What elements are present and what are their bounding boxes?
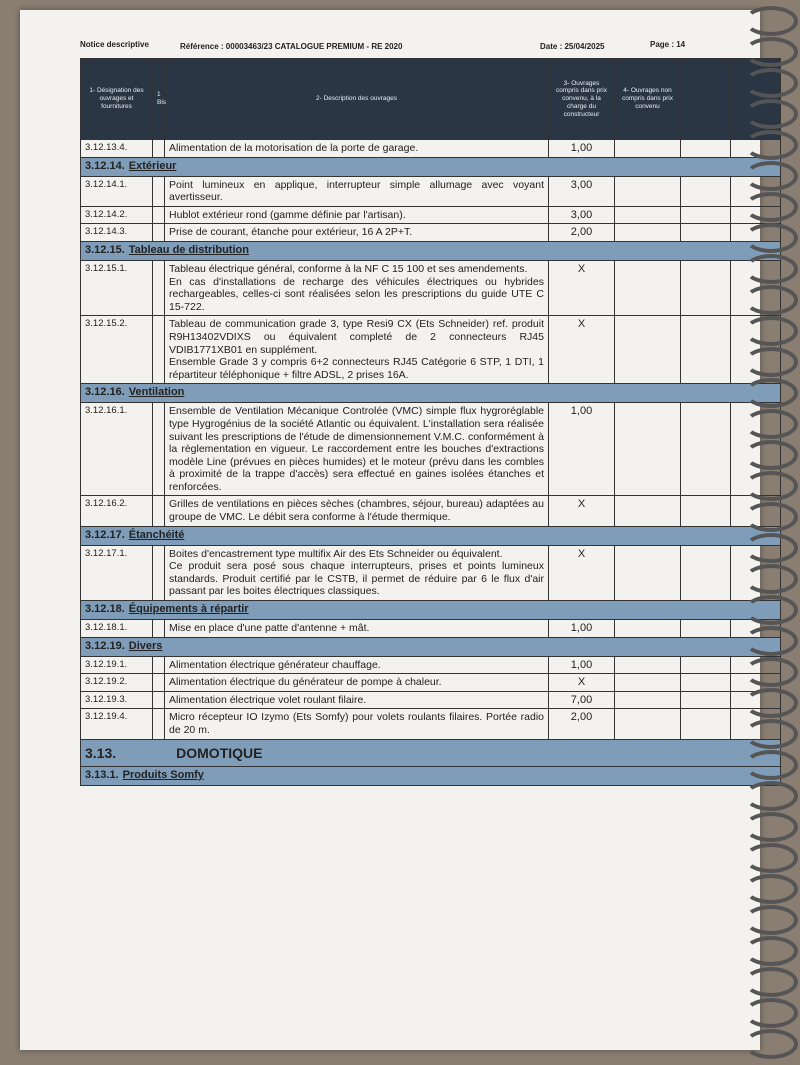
table-header [81,59,781,140]
row-quantity: X [549,316,615,384]
section-heading [81,384,781,403]
binding-ring [744,750,798,780]
section-row [81,157,781,176]
row-quantity: X [549,674,615,692]
binding-ring [744,192,798,222]
row-quantity: 1,00 [549,140,615,158]
table-row [81,224,781,242]
binding-ring [744,626,798,656]
table-row [81,545,781,600]
row-description: Mise en place d'une patte d'antenne + mât. [165,620,549,638]
row-extra-1 [681,545,731,600]
section-heading [81,157,781,176]
row-description: Tableau de communication grade 3, type Resi9 CX (Ets Schneider) ref. produit R9H13402VDIXS ou équivalent completé de 2 connecteurs RJ45 VDIB1771XB01 en supplément. Ensemble Grade 3 y compris 6+2 connecteurs RJ45 Catégorie 6 STP, 1 DTI, 1 répartiteur téléphonique + filtre ADSL, 2 prises 16A. [165,316,549,384]
binding-ring [744,316,798,346]
row-quantity: X [549,260,615,315]
binding-ring [744,285,798,315]
binding-ring [744,440,798,470]
row-description: Alimentation électrique du générateur de pompe à chaleur. [165,674,549,692]
date: Date : 25/04/2025 [540,42,605,51]
section-number: 3.12.18. [85,603,125,616]
row-description: Alimentation électrique volet roulant filaire. [165,691,549,709]
row-code: 3.12.19.1. [81,656,153,674]
col-extra-1 [681,59,731,140]
row-description: Tableau électrique général, conforme à la NF C 15 100 et ses amendements. En cas d'installations de recharge des véhicules électriques ou hybrides rechargeables, celles-ci sont réalisées selon les prescriptions du guide UTE C 15-722. [165,260,549,315]
section-title: Divers [128,639,163,652]
row-non-compris [615,316,681,384]
section-number: 3.12.16. [85,386,125,399]
table-row [81,206,781,224]
binding-ring [744,254,798,284]
row-non-compris [615,496,681,526]
binding-ring [744,719,798,749]
section-row [81,637,781,656]
reference: Référence : 00003463/23 CATALOGUE PREMIUM - RE 2020 [180,42,403,51]
row-bis [153,674,165,692]
row-quantity: X [549,496,615,526]
table-row [81,620,781,638]
row-extra-1 [681,224,731,242]
row-quantity: 3,00 [549,176,615,206]
binding-ring [744,161,798,191]
row-non-compris [615,260,681,315]
binding-ring [744,967,798,997]
binding-ring [744,378,798,408]
section-heading [81,601,781,620]
row-extra-1 [681,316,731,384]
section-number: 3.13.1. [85,768,119,781]
row-non-compris [615,674,681,692]
row-non-compris [615,206,681,224]
row-code: 3.12.14.2. [81,206,153,224]
binding-ring [744,347,798,377]
row-quantity: 1,00 [549,656,615,674]
table-row [81,403,781,496]
table-row [81,496,781,526]
row-code: 3.12.17.1. [81,545,153,600]
row-non-compris [615,176,681,206]
row-non-compris [615,656,681,674]
row-extra-1 [681,403,731,496]
table-row [81,260,781,315]
binding-ring [744,905,798,935]
section-number: 3.12.14. [85,159,125,172]
row-code: 3.12.16.2. [81,496,153,526]
row-bis [153,691,165,709]
binding-ring [744,564,798,594]
row-extra-1 [681,206,731,224]
row-quantity: 1,00 [549,403,615,496]
section-title: Équipements à répartir [128,603,249,616]
section-title: Ventilation [128,386,185,399]
row-code: 3.12.19.4. [81,709,153,739]
row-non-compris [615,620,681,638]
binding-ring [744,657,798,687]
section-heading [81,739,781,766]
section-heading [81,241,781,260]
section-heading [81,637,781,656]
row-description: Micro récepteur IO Izymo (Ets Somfy) pour volets roulants filaires. Portée radio de 20 m. [165,709,549,739]
row-extra-1 [681,176,731,206]
row-description: Point lumineux en applique, interrupteur simple allumage avec voyant avertisseur. [165,176,549,206]
row-bis [153,140,165,158]
row-extra-1 [681,709,731,739]
row-extra-1 [681,496,731,526]
row-description: Hublot extérieur rond (gamme définie par l'artisan). [165,206,549,224]
row-bis [153,709,165,739]
row-extra-1 [681,140,731,158]
row-non-compris [615,403,681,496]
binding-ring [744,409,798,439]
row-bis [153,620,165,638]
row-quantity: X [549,545,615,600]
col-compris: 3- Ouvrages compris dans prix convenu, à la charge du constructeur [549,59,615,140]
row-extra-1 [681,674,731,692]
row-bis [153,316,165,384]
binding-ring [744,37,798,67]
row-bis [153,224,165,242]
binding-ring [744,781,798,811]
section-number: 3.12.19. [85,639,125,652]
binding-ring [744,874,798,904]
row-non-compris [615,545,681,600]
row-code: 3.12.15.1. [81,260,153,315]
row-extra-1 [681,260,731,315]
row-non-compris [615,691,681,709]
row-description: Alimentation de la motorisation de la porte de garage. [165,140,549,158]
row-description: Prise de courant, étanche pour extérieur, 16 A 2P+T. [165,224,549,242]
binding-ring [744,471,798,501]
binding-ring [744,130,798,160]
binding-ring [744,99,798,129]
row-description: Boites d'encastrement type multifix Air des Ets Schneider ou équivalent. Ce produit sera posé sous chaque interrupteurs, prises et points lumineux standards. Produit certifié par le CSTB, il permet de réduire par 6 le flux d'air passant par les boites électriques classiques. [165,545,549,600]
binding-ring [744,688,798,718]
row-description: Alimentation électrique générateur chauffage. [165,656,549,674]
row-code: 3.12.14.3. [81,224,153,242]
row-bis [153,545,165,600]
col-bis: 1 Bis [153,59,165,140]
row-bis [153,260,165,315]
table-row [81,176,781,206]
notice-title: Notice descriptive [80,40,149,49]
row-quantity: 7,00 [549,691,615,709]
row-extra-1 [681,620,731,638]
row-code: 3.12.18.1. [81,620,153,638]
table-row [81,656,781,674]
binding-ring [744,502,798,532]
table-row [81,691,781,709]
binding-ring [744,6,798,36]
section-title: Extérieur [128,159,177,172]
row-description: Grilles de ventilations en pièces sèches (chambres, séjour, bureau) adaptées au groupe de VMC. Le débit sera conforme à l'étude thermique. [165,496,549,526]
row-code: 3.12.16.1. [81,403,153,496]
row-quantity: 3,00 [549,206,615,224]
row-bis [153,206,165,224]
row-extra-1 [681,691,731,709]
row-non-compris [615,709,681,739]
section-heading [81,766,781,785]
row-bis [153,403,165,496]
section-row [81,241,781,260]
section-number: 3.12.15. [85,243,125,256]
col-designation: 1- Désignation des ouvrages et fournitures [81,59,153,140]
row-bis [153,496,165,526]
table-row [81,674,781,692]
col-non-compris: 4- Ouvrages non compris dans prix convenu [615,59,681,140]
binding-ring [744,843,798,873]
binding-ring [744,1029,798,1059]
row-non-compris [615,140,681,158]
row-extra-1 [681,656,731,674]
section-row [81,384,781,403]
row-quantity: 2,00 [549,709,615,739]
row-bis [153,656,165,674]
row-quantity: 1,00 [549,620,615,638]
binding-ring [744,223,798,253]
section-row [81,601,781,620]
section-heading [81,526,781,545]
binding-ring [744,812,798,842]
section-row [81,739,781,766]
section-number: 3.12.17. [85,528,125,541]
row-code: 3.12.19.2. [81,674,153,692]
row-code: 3.12.15.2. [81,316,153,384]
table-row [81,709,781,739]
row-non-compris [615,224,681,242]
row-quantity: 2,00 [549,224,615,242]
table-row [81,140,781,158]
row-code: 3.12.13.4. [81,140,153,158]
section-title: Étanchéité [128,528,185,541]
section-title: DOMOTIQUE [176,744,263,761]
section-title: Tableau de distribution [128,243,249,256]
col-description: 2- Description des ouvrages [165,59,549,140]
binding-ring [744,533,798,563]
binding-ring [744,998,798,1028]
binding-ring [744,936,798,966]
page-number: Page : 14 [650,40,686,49]
row-code: 3.12.14.1. [81,176,153,206]
row-bis [153,176,165,206]
binding-ring [744,68,798,98]
spiral-binding [750,0,800,1065]
section-row [81,766,781,785]
table-row [81,316,781,384]
row-code: 3.12.19.3. [81,691,153,709]
section-row [81,526,781,545]
description-table [80,58,781,786]
section-number: 3.13. [85,744,117,761]
section-title: Produits Somfy [122,768,204,781]
row-description: Ensemble de Ventilation Mécanique Controlée (VMC) simple flux hygroréglable type Hygrogénius de la société Atlantic ou équivalent. L'installation sera réalisée suivant les prescriptions de l'étude de dimensionnement V.M.C. conformément à la règlementation en vigueur. Le raccordement entre les bouches d'extractions modèle Line (prévues en pièces humides) et le moteur (prévu dans les combles à proximité de la trappe d'accès) sera effectué en gaines isolées étanches et renforcées. [165,403,549,496]
binding-ring [744,595,798,625]
